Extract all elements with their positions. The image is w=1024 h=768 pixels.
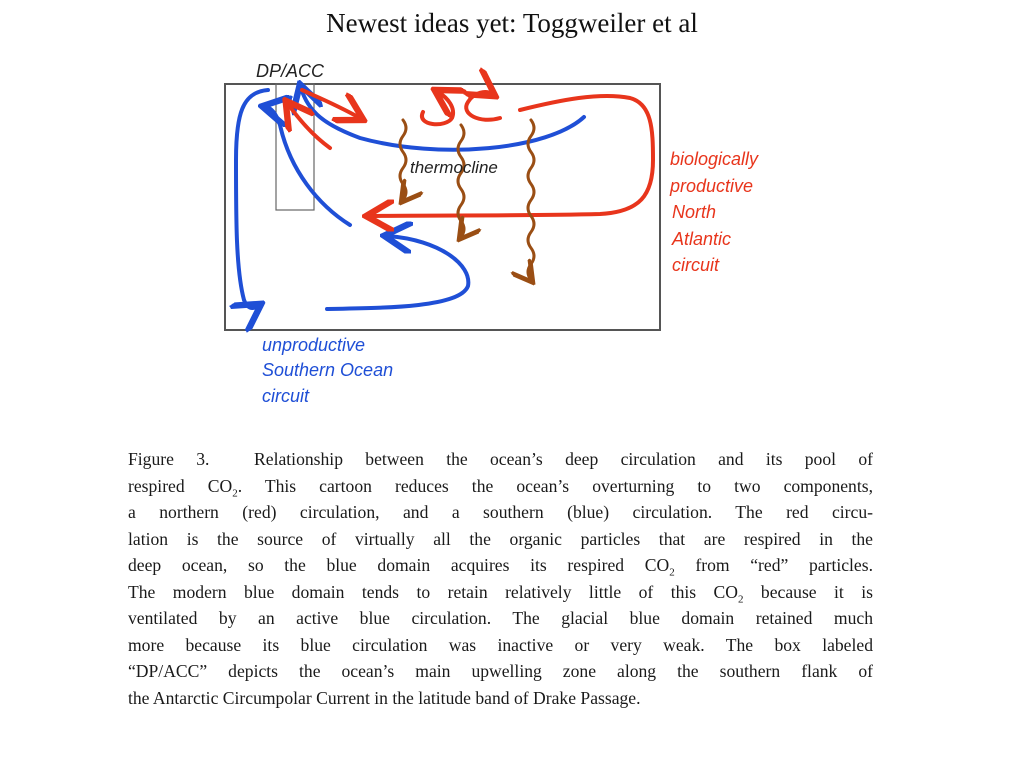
particle-arrow-3 (528, 120, 534, 280)
blue-left-loop-arrow (236, 90, 268, 308)
red-label-line-1: biologically (670, 149, 759, 169)
blue-bottom-return-arrow (327, 236, 468, 309)
red-label-line-3: North (672, 202, 717, 222)
red-surface-arrow (302, 90, 360, 118)
caption-figure-number: Figure 3. (128, 449, 210, 469)
caption-line-1: Figure 3. Relationship between the ocean’s deep circulation and its pool of (128, 449, 873, 469)
slide-title: Newest ideas yet: Toggweiler et al (326, 8, 698, 38)
particle-arrow-2 (458, 125, 464, 237)
thermocline-label: thermocline (410, 158, 498, 177)
blue-label-line-2: Southern Ocean (262, 360, 394, 380)
blue-label-line-1: unproductive (262, 335, 366, 355)
blue-label-line-3: circuit (262, 386, 310, 406)
red-circuit-label (669, 149, 759, 275)
red-right-swirl-arrow (466, 92, 500, 120)
red-label-line-4: Atlantic (672, 229, 732, 249)
red-left-swirl-arrow (422, 92, 453, 124)
red-outer-loop-arrow (370, 96, 653, 216)
caption-line-6: The modern blue domain tends to retain relatively little of this $CO_2$ because it is (128, 581, 873, 606)
red-label-line-2: productive (670, 176, 754, 196)
caption-line-9: “DP/ACC” depicts the ocean’s main upwelling zone along the southern flank of (128, 661, 873, 681)
caption-line-7: ventilated by an active blue circulation. The glacial blue domain retained much (128, 608, 873, 628)
dp-acc-label: DP/ACC (256, 61, 325, 81)
figure-caption (128, 446, 873, 711)
particle-arrow-1 (400, 120, 406, 200)
red-circuit-arrows (288, 90, 653, 216)
caption-line-3: a northern (red) circulation, and a southern (blue) circulation. The red circu- (128, 502, 873, 522)
caption-line-2: respired $CO_2$. This cartoon reduces the ocean’s overturning to two components, (128, 475, 873, 500)
red-upper-left-arrow (288, 104, 330, 148)
caption-line-4: lation is the source of virtually all the organic particles that are respired in the (128, 528, 873, 549)
red-label-line-5: circuit (672, 255, 720, 275)
ocean-box (225, 84, 660, 330)
caption-line-5: deep ocean, so the blue domain acquires its respired $CO_2$ from “red” particles. (128, 555, 873, 579)
caption-line-8: more because its blue circulation was inactive or very weak. The box labeled (128, 634, 873, 655)
blue-circuit-label (262, 335, 393, 406)
caption-line-10: the Antarctic Circumpolar Current in the latitude band of Drake Passage. (128, 687, 641, 708)
blue-upwelling-arrow (266, 107, 350, 225)
